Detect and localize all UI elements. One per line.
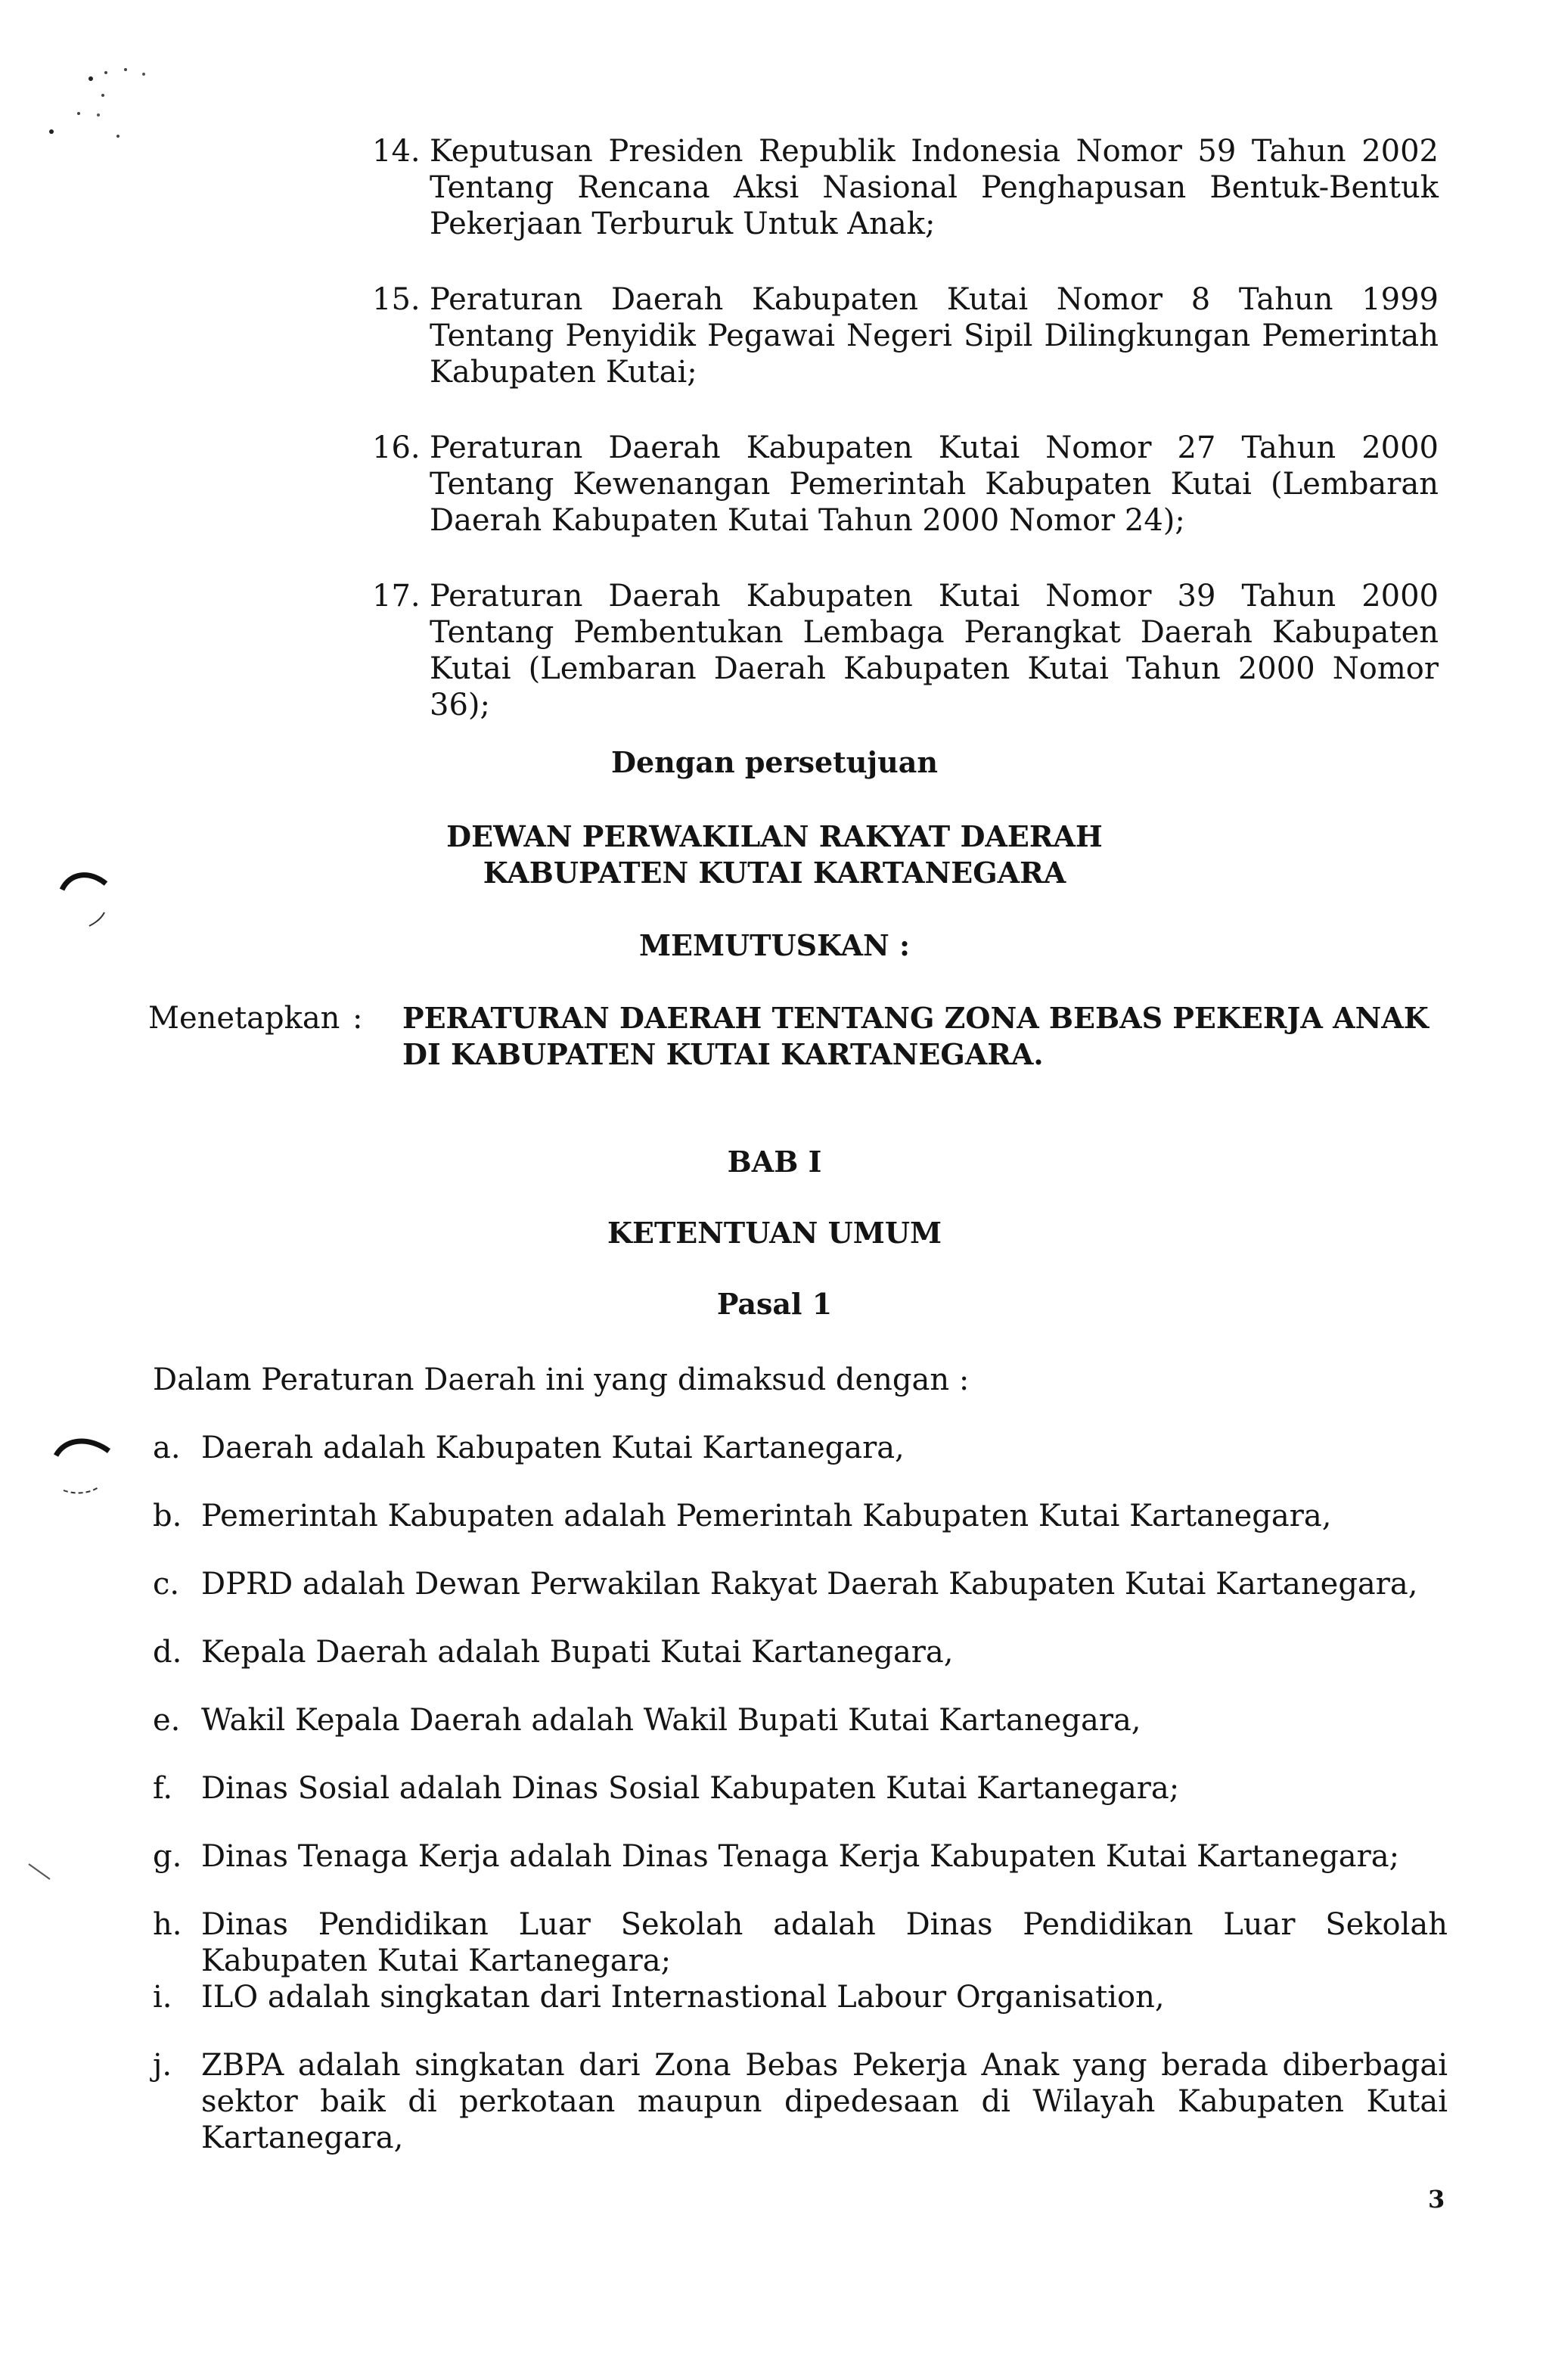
definition-text: Dinas Tenaga Kerja adalah Dinas Tenaga Kerja Kabupaten Kutai Kartanegara; xyxy=(201,1839,1400,1874)
definition-letter: b. xyxy=(153,1499,182,1533)
definition-item xyxy=(153,1566,1448,1602)
definitions-intro: Dalam Peraturan Daerah ini yang dimaksud dengan : xyxy=(153,1362,970,1397)
definition-text: Dinas Pendidikan Luar Sekolah adalah Dinas Pendidikan Luar Sekolah Kabupaten Kutai Kartanegara; xyxy=(201,1907,1448,1978)
definition-text: Pemerintah Kabupaten adalah Pemerintah Kabupaten Kutai Kartanegara, xyxy=(201,1499,1332,1533)
definition-item xyxy=(153,1702,1448,1738)
definition-item xyxy=(153,1430,1448,1466)
council-name-line1: DEWAN PERWAKILAN RAKYAT DAERAH xyxy=(446,819,1103,853)
menetapkan-colon: : xyxy=(352,1001,363,1036)
item-text: Keputusan Presiden Republik Indonesia Nomor 59 Tahun 2002 Tentang Rencana Aksi Nasional Penghapusan Bentuk-Bentuk Pekerjaan Terburuk Untuk Anak; xyxy=(430,134,1439,241)
item-text: Peraturan Daerah Kabupaten Kutai Nomor 39 Tahun 2000 Tentang Pembentukan Lembaga Perangkat Daerah Kabupaten Kutai (Lembaran Daerah Kabupaten Kutai Tahun 2000 Nomor 36); xyxy=(430,579,1439,722)
article-heading: Pasal 1 xyxy=(716,1287,833,1321)
item-number: 17. xyxy=(372,579,421,614)
definition-item xyxy=(153,1770,1448,1807)
regulation-title xyxy=(402,1000,1449,1073)
approval-heading: Dengan persetujuan xyxy=(611,745,938,779)
page-number: 3 xyxy=(1428,2185,1445,2214)
definition-letter: d. xyxy=(153,1635,182,1670)
consideration-item xyxy=(372,578,1439,723)
item-text: Peraturan Daerah Kabupaten Kutai Nomor 27 Tahun 2000 Tentang Kewenangan Pemerintah Kabupaten Kutai (Lembaran Daerah Kabupaten Kutai Tahun 2000 Nomor 24); xyxy=(430,430,1439,538)
definition-letter: f. xyxy=(153,1771,173,1806)
definition-text: Wakil Kepala Daerah adalah Wakil Bupati Kutai Kartanegara, xyxy=(201,1703,1141,1738)
definition-text: Daerah adalah Kabupaten Kutai Kartanegara, xyxy=(201,1431,905,1465)
definitions-list xyxy=(153,1430,1448,2188)
regulation-title-line1: PERATURAN DAERAH TENTANG ZONA BEBAS PEKERJA ANAK xyxy=(402,1001,1429,1035)
definition-item xyxy=(153,1634,1448,1670)
definition-letter: h. xyxy=(153,1907,182,1942)
definition-item xyxy=(153,1906,1448,1979)
consideration-list xyxy=(372,133,1439,763)
scan-dash xyxy=(27,1861,57,1884)
menetapkan-label: Menetapkan xyxy=(148,1001,340,1036)
item-text: Peraturan Daerah Kabupaten Kutai Nomor 8 Tahun 1999 Tentang Penyidik Pegawai Negeri Sipil Dilingkungan Pemerintah Kabupaten Kutai; xyxy=(430,282,1439,390)
consideration-item xyxy=(372,430,1439,539)
definition-item xyxy=(153,1838,1448,1875)
consideration-item xyxy=(372,133,1439,242)
definition-text: Kepala Daerah adalah Bupati Kutai Kartanegara, xyxy=(201,1635,954,1670)
definition-text: ILO adalah singkatan dari Internastional Labour Organisation, xyxy=(201,1980,1165,2015)
definition-letter: j. xyxy=(153,2048,172,2083)
definition-text: Dinas Sosial adalah Dinas Sosial Kabupaten Kutai Kartanegara; xyxy=(201,1771,1180,1806)
punch-hole-mark-bottom xyxy=(53,1427,113,1502)
definition-letter: i. xyxy=(153,1980,172,2015)
definition-item xyxy=(153,1498,1448,1534)
item-number: 15. xyxy=(372,282,421,317)
consideration-item xyxy=(372,281,1439,390)
definition-item xyxy=(153,2047,1448,2156)
definition-letter: a. xyxy=(153,1431,181,1465)
definition-text: DPRD adalah Dewan Perwakilan Rakyat Daerah Kabupaten Kutai Kartanegara, xyxy=(201,1567,1418,1602)
council-name-line2: KABUPATEN KUTAI KARTANEGARA xyxy=(483,856,1066,890)
decision-heading: MEMUTUSKAN : xyxy=(638,928,911,962)
definition-letter: c. xyxy=(153,1567,180,1602)
chapter-number: BAB I xyxy=(727,1145,822,1179)
regulation-title-line2: DI KABUPATEN KUTAI KARTANEGARA. xyxy=(402,1037,1044,1071)
definition-letter: e. xyxy=(153,1703,181,1738)
item-number: 14. xyxy=(372,134,421,169)
definition-letter: g. xyxy=(153,1839,182,1874)
scan-specks xyxy=(30,53,182,151)
definition-item xyxy=(153,1979,1448,2015)
item-number: 16. xyxy=(372,430,421,465)
definition-text: ZBPA adalah singkatan dari Zona Bebas Pekerja Anak yang berada diberbagai sektor baik di perkotaan maupun dipedesaan di Wilayah Kabupaten Kutai Kartanegara, xyxy=(201,2048,1448,2155)
chapter-title: KETENTUAN UMUM xyxy=(607,1216,942,1250)
menetapkan-block xyxy=(148,1000,1449,1073)
